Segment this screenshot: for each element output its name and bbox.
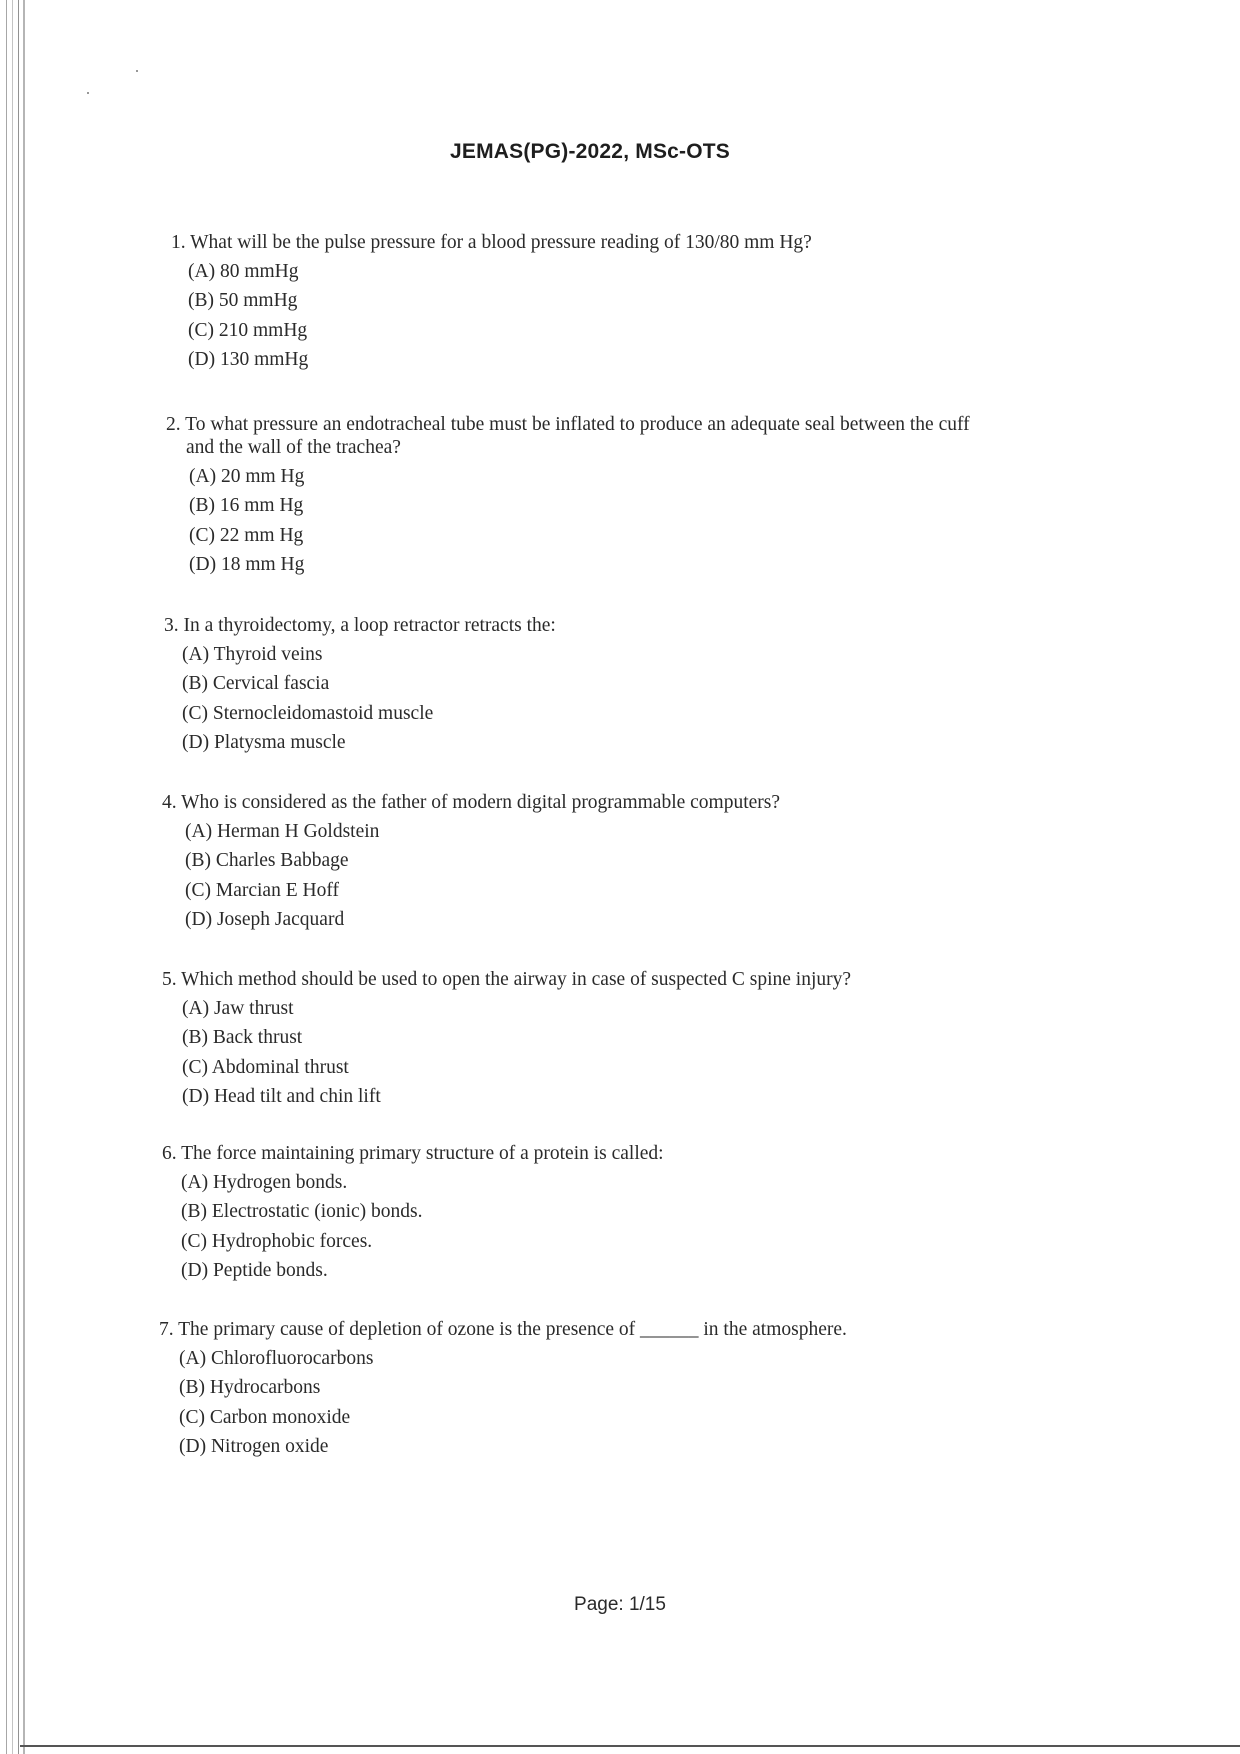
option-a: (A) Chlorofluorocarbons — [179, 1348, 374, 1369]
question-4 — [162, 791, 780, 934]
option-b: (B) 50 mmHg — [188, 290, 298, 312]
options-list — [164, 640, 556, 757]
options-list — [162, 817, 780, 934]
option-a: (A) Herman H Goldstein — [185, 821, 380, 842]
option-d: (D) Nitrogen oxide — [179, 1435, 329, 1457]
question-stem — [159, 1318, 847, 1341]
option-b: (B) Back thrust — [182, 1027, 303, 1049]
option-c: (C) 22 mm Hg — [189, 524, 304, 546]
option-a: (A) Hydrogen bonds. — [181, 1172, 348, 1193]
question-text-continued: and the wall of the trachea? — [186, 437, 401, 458]
option-b: (B) Hydrocarbons — [179, 1377, 321, 1399]
question-3 — [164, 614, 556, 757]
page-number: Page: 1/15 — [574, 1594, 666, 1615]
option-a: (A) Jaw thrust — [182, 998, 294, 1019]
option-c: (C) Abdominal thrust — [182, 1056, 349, 1078]
question-text: 6. The force maintaining primary structure of a protein is called: — [162, 1143, 664, 1164]
option-c: (C) Hydrophobic forces. — [181, 1230, 373, 1252]
option-b: (B) Electrostatic (ionic) bonds. — [181, 1201, 423, 1223]
question-stem — [164, 614, 556, 637]
scan-bottom-edge — [20, 1745, 1240, 1747]
option-c: (C) Sternocleidomastoid muscle — [182, 702, 434, 724]
question-text: 5. Which method should be used to open the airway in case of suspected C spine injury? — [162, 969, 852, 990]
question-stem — [162, 1142, 664, 1165]
question-stem — [162, 791, 780, 814]
option-d: (D) 130 mmHg — [188, 348, 309, 370]
option-d: (D) Head tilt and chin lift — [182, 1085, 381, 1107]
option-a: (A) 80 mmHg — [188, 261, 299, 282]
question-stem — [162, 968, 851, 991]
question-text: 2. To what pressure an endotracheal tube must be inflated to produce an adequate seal between the cuff — [166, 414, 970, 435]
scan-binding-edge — [0, 0, 34, 1754]
question-stem — [166, 413, 970, 459]
question-text: 1. What will be the pulse pressure for a blood pressure reading of 130/80 mm Hg? — [171, 232, 812, 253]
option-c: (C) Carbon monoxide — [179, 1406, 351, 1428]
question-text: 4. Who is considered as the father of modern digital programmable computers? — [162, 792, 781, 813]
option-d: (D) Joseph Jacquard — [185, 908, 345, 930]
question-text: 7. The primary cause of depletion of ozone is the presence of ______ in the atmosphere. — [159, 1319, 847, 1340]
option-b: (B) Charles Babbage — [185, 850, 349, 872]
question-1 — [171, 231, 812, 374]
options-list — [171, 257, 812, 374]
options-list — [159, 1344, 847, 1461]
option-b: (B) Cervical fascia — [182, 673, 330, 695]
question-2 — [166, 413, 970, 579]
question-5 — [162, 968, 851, 1111]
option-d: (D) 18 mm Hg — [189, 553, 305, 575]
options-list — [162, 1168, 664, 1285]
exam-title: JEMAS(PG)-2022, MSc-OTS — [450, 140, 730, 163]
question-6 — [162, 1142, 664, 1285]
option-b: (B) 16 mm Hg — [189, 495, 304, 517]
scan-speck — [87, 92, 89, 94]
scan-speck — [136, 70, 138, 72]
option-a: (A) 20 mm Hg — [189, 466, 305, 487]
option-c: (C) Marcian E Hoff — [185, 879, 339, 901]
option-d: (D) Peptide bonds. — [181, 1259, 328, 1281]
question-text: 3. In a thyroidectomy, a loop retractor retracts the: — [164, 615, 556, 636]
question-stem — [171, 231, 812, 254]
option-a: (A) Thyroid veins — [182, 644, 323, 665]
options-list — [166, 462, 970, 579]
option-d: (D) Platysma muscle — [182, 731, 346, 753]
option-c: (C) 210 mmHg — [188, 319, 308, 341]
question-7 — [159, 1318, 847, 1461]
options-list — [162, 994, 851, 1111]
